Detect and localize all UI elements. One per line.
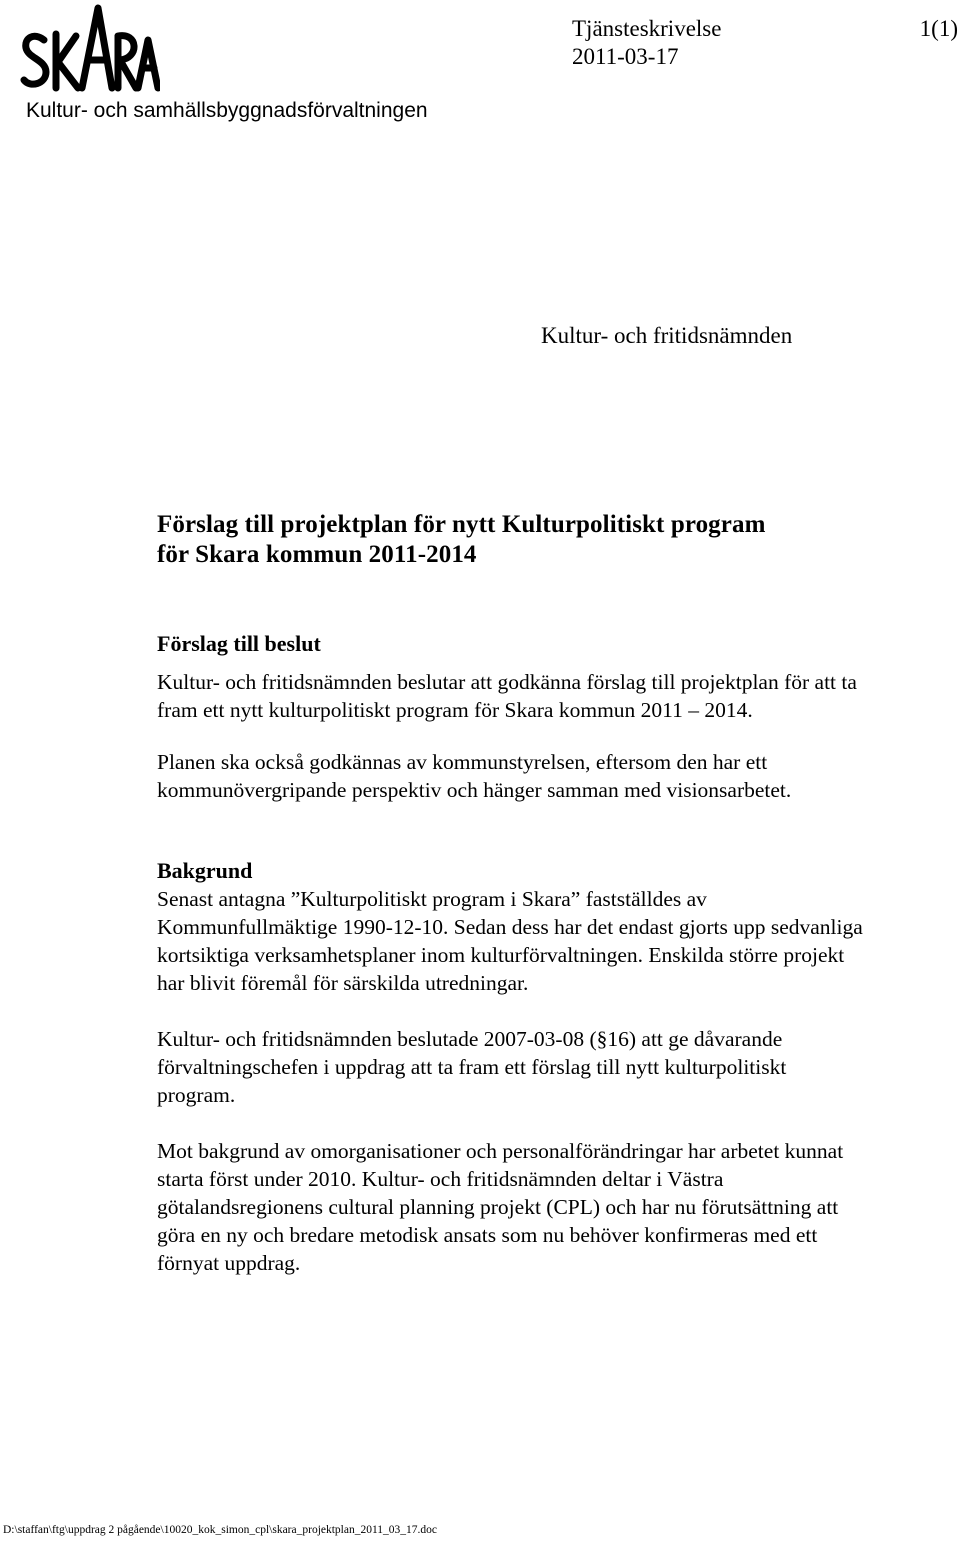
- title-line: för Skara kommun 2011-2014: [157, 541, 477, 568]
- proposal-heading: Förslag till beslut: [157, 631, 321, 656]
- document-date: 2011-03-17: [572, 44, 679, 69]
- recipient: Kultur- och fritidsnämnden: [541, 323, 793, 348]
- page-number: 1(1): [919, 16, 958, 41]
- department-name: Kultur- och samhällsbyggnadsförvaltningen: [26, 99, 428, 122]
- document-body: [157, 510, 957, 1277]
- file-path-footer: D:\staffan\ftg\uppdrag 2 pågående\10020_kok_simon_cpl\skara_projektplan_2011_03_17.doc: [3, 1524, 438, 1536]
- background-heading: Bakgrund: [157, 858, 253, 883]
- proposal-paragraph: Planen ska också godkännas av kommunstyrelsen, eftersom den har ett kommunövergripande perspektiv och hänger samman med visionsarbetet.: [157, 750, 792, 802]
- document-type: Tjänsteskrivelse: [572, 16, 722, 41]
- document-title: [157, 510, 957, 570]
- background-paragraph: Mot bakgrund av omorganisationer och personalförändringar har arbetet kunnat starta först under 2010. Kultur- och fritidsnämnden deltar i Västra götalandsregionens cultural planning projekt (CPL) och har nu förutsättning att göra en ny och bredare metodisk ansats som nu behöver konfirmeras med ett förnyat uppdrag.: [157, 1139, 844, 1275]
- title-line: Förslag till projektplan för nytt Kulturpolitiskt program: [157, 511, 766, 538]
- background-paragraph: Kultur- och fritidsnämnden beslutade 2007-03-08 (§16) att ge dåvarande förvaltningschefen i uppdrag att ta fram ett förslag till nytt kulturpolitiskt program.: [157, 1027, 787, 1107]
- skara-logo: [20, 2, 160, 94]
- proposal-paragraph: Kultur- och fritidsnämnden beslutar att godkänna förslag till projektplan för att ta fram ett nytt kulturpolitiskt program för Skara kommun 2011 – 2014.: [157, 670, 857, 722]
- background-paragraph: Senast antagna ”Kulturpolitiskt program i Skara” fastställdes av Kommunfullmäktige 1990-12-10. Sedan dess har det endast gjorts upp sedvanliga kortsiktiga verksamhetsplaner inom kulturförvaltningen. Enskilda större projekt har blivit föremål för särskilda utredningar.: [157, 887, 863, 995]
